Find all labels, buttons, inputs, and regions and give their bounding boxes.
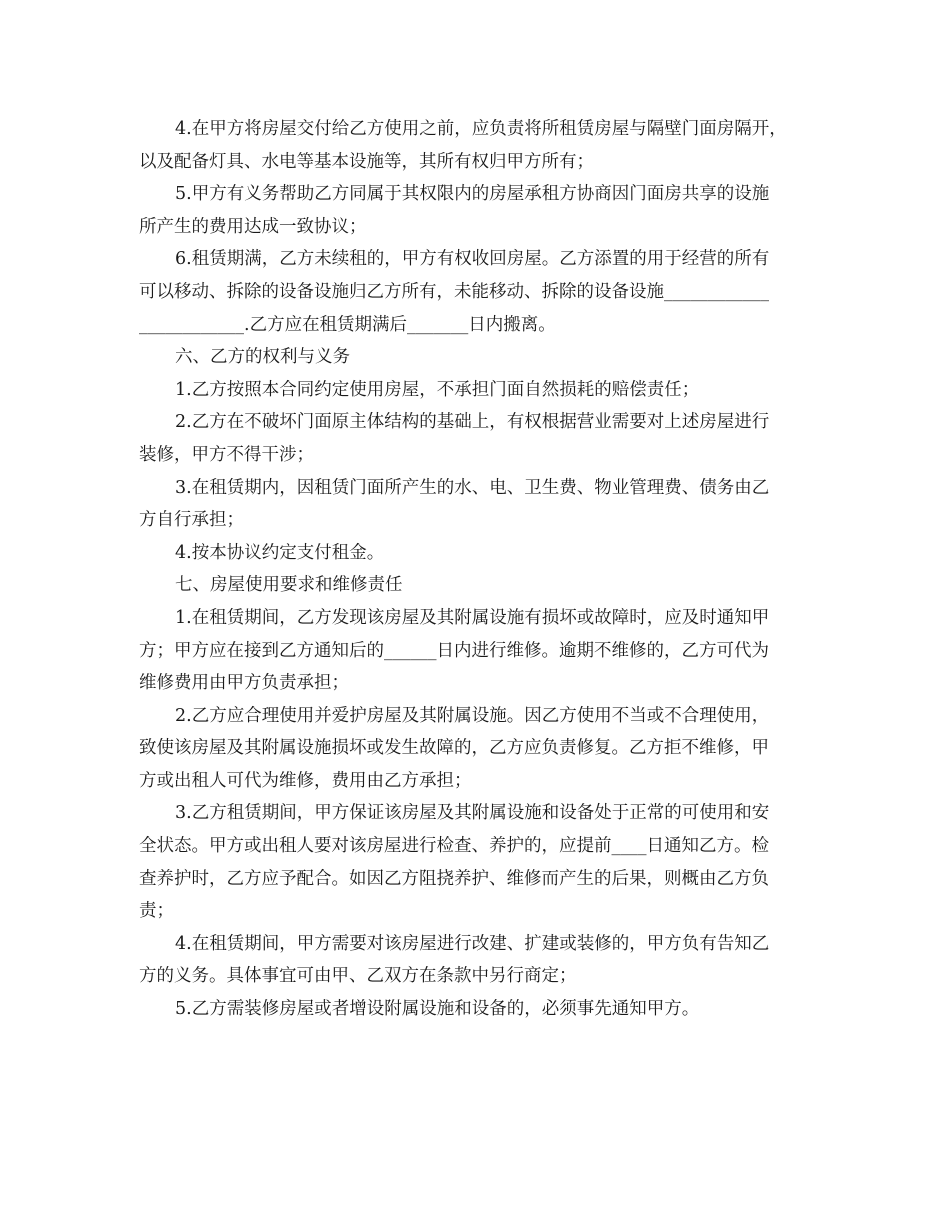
text-line: 方自行承担； <box>139 510 244 531</box>
paragraph <box>139 797 815 927</box>
text-line: 1.在租赁期间，乙方发现该房屋及其附属设施有损坏或故障时，应及时通知甲 <box>175 607 770 628</box>
text-line: 5.甲方有义务帮助乙方同属于其权限内的房屋承租方协商因门面房共享的设施 <box>175 184 770 205</box>
text-line: 所产生的费用达成一致协议； <box>139 216 367 237</box>
text-line: 责； <box>139 901 174 922</box>
paragraph <box>139 537 815 570</box>
text-line: 3.在租赁期内，因租赁门面所产生的水、电、卫生费、物业管理费、债务由乙 <box>175 477 770 498</box>
text-line: 六、乙方的权利与义务 <box>175 347 350 368</box>
paragraph <box>139 472 815 537</box>
text-line: ____________.乙方应在租赁期满后_______日内搬离。 <box>139 314 556 335</box>
paragraph <box>139 406 815 471</box>
paragraph <box>139 341 815 374</box>
text-line: 方；甲方应在接到乙方通知后的______日内进行维修。逾期不维修的，乙方可代为 <box>139 640 769 661</box>
paragraph <box>139 113 815 178</box>
paragraph <box>139 993 815 1026</box>
text-line: 4.在甲方将房屋交付给乙方使用之前，应负责将所租赁房屋与隔壁门面房隔开， <box>175 119 787 139</box>
paragraph <box>139 243 815 341</box>
text-line: 方的义务。具体事宜可由甲、乙双方在条款中另行商定； <box>139 966 577 987</box>
paragraph <box>139 700 815 798</box>
text-line: 1.乙方按照本合同约定使用房屋，不承担门面自然损耗的赔偿责任； <box>175 379 700 400</box>
text-line: 维修费用由甲方负责承担； <box>139 673 349 694</box>
paragraph <box>139 178 815 243</box>
text-line: 致使该房屋及其附属设施损坏或发生故障的，乙方应负责修复。乙方拒不维修，甲 <box>139 738 769 759</box>
text-line: 以及配备灯具、水电等基本设施等，其所有权归甲方所有； <box>139 151 594 172</box>
text-line: 全状态。甲方或出租人要对该房屋进行检查、养护的，应提前____日通知乙方。检 <box>139 836 769 857</box>
text-line: 方或出租人可代为维修，费用由乙方承担； <box>139 770 472 791</box>
text-line: 2.乙方在不破坏门面原主体结构的基础上，有权根据营业需要对上述房屋进行 <box>175 412 770 433</box>
document-page <box>139 113 815 1026</box>
paragraph <box>139 374 815 407</box>
text-line: 装修，甲方不得干涉； <box>139 444 314 465</box>
text-line: 4.按本协议约定支付租金。 <box>175 542 385 563</box>
text-line: 2.乙方应合理使用并爱护房屋及其附属设施。因乙方使用不当或不合理使用， <box>175 705 770 726</box>
text-line: 6.租赁期满，乙方未续租的，甲方有权收回房屋。乙方添置的用于经营的所有 <box>175 249 770 270</box>
paragraph <box>139 928 815 993</box>
text-line: 查养护时，乙方应予配合。如因乙方阻挠养护、维修而产生的后果，则概由乙方负 <box>139 868 769 889</box>
text-line: 5.乙方需装修房屋或者增设附属设施和设备的，必须事先通知甲方。 <box>175 999 700 1020</box>
paragraph <box>139 602 815 700</box>
text-line: 可以移动、拆除的设备设施归乙方所有，未能移动、拆除的设备设施____________ <box>139 281 769 302</box>
text-line: 七、房屋使用要求和维修责任 <box>175 575 403 596</box>
text-line: 4.在租赁期间，甲方需要对该房屋进行改建、扩建或装修的，甲方负有告知乙 <box>175 933 770 954</box>
paragraph <box>139 569 815 602</box>
document-body <box>139 113 815 1026</box>
text-line: 3.乙方租赁期间，甲方保证该房屋及其附属设施和设备处于正常的可使用和安 <box>175 803 770 824</box>
